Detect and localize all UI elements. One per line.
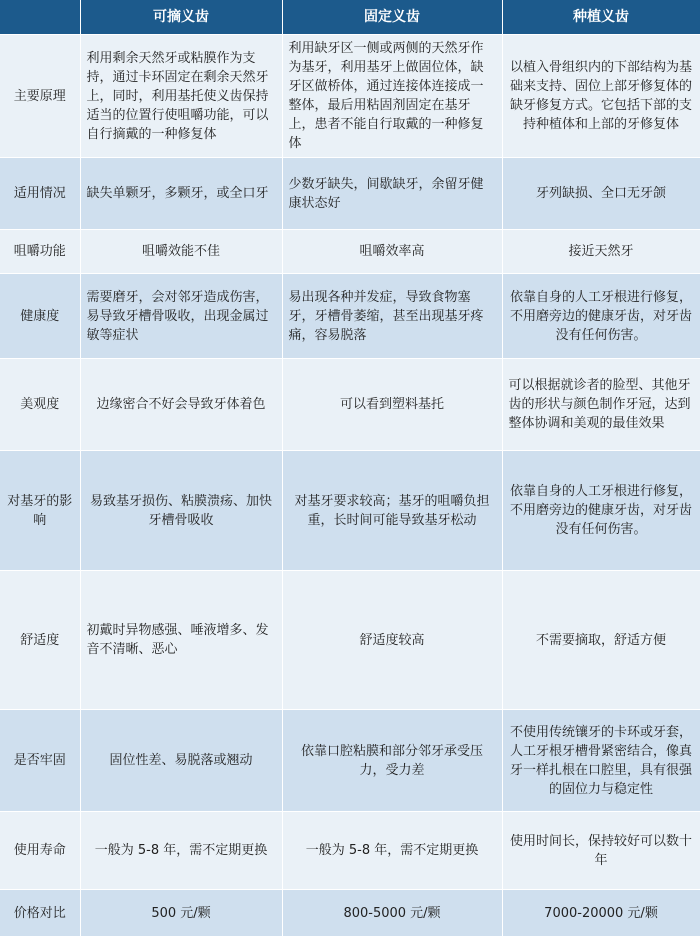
table-row — [0, 230, 700, 274]
row-label: 适用情况 — [0, 158, 80, 230]
row-label: 咀嚼功能 — [0, 230, 80, 274]
table-cell: 咀嚼效能不佳 — [80, 230, 282, 274]
row-label: 价格对比 — [0, 890, 80, 937]
row-label: 美观度 — [0, 359, 80, 451]
table-cell: 500 元/颗 — [80, 890, 282, 937]
row-label: 主要原理 — [0, 35, 80, 158]
table-cell: 不使用传统镶牙的卡环或牙套，人工牙根牙槽骨紧密结合，像真牙一样扎根在口腔里，具有很强的固位力与稳定性 — [502, 710, 700, 812]
table-cell: 固位性差、易脱落或翘动 — [80, 710, 282, 812]
table-cell: 以植入骨组织内的下部结构为基础来支持、固位上部牙修复体的缺牙修复方式。它包括下部的支持种植体和上部的牙修复体 — [502, 35, 700, 158]
table-cell: 易致基牙损伤、粘膜溃疡、加快牙槽骨吸收 — [80, 451, 282, 571]
table-cell: 依靠自身的人工牙根进行修复，不用磨旁边的健康牙齿，对牙齿没有任何伤害。 — [502, 274, 700, 359]
table-cell: 依靠自身的人工牙根进行修复，不用磨旁边的健康牙齿，对牙齿没有任何伤害。 — [502, 451, 700, 571]
table-cell: 需要磨牙，会对邻牙造成伤害，易导致牙槽骨吸收，出现金属过敏等症状 — [80, 274, 282, 359]
table-row — [0, 35, 700, 158]
table-cell: 依靠口腔粘膜和部分邻牙承受压力，受力差 — [282, 710, 502, 812]
table-cell: 一般为 5-8 年，需不定期更换 — [282, 812, 502, 890]
header-implant-denture: 种植义齿 — [502, 0, 700, 35]
row-label: 健康度 — [0, 274, 80, 359]
table-cell: 初戴时异物感强、唾液增多、发音不清晰、恶心 — [80, 571, 282, 710]
table-cell: 7000-20000 元/颗 — [502, 890, 700, 937]
table-cell: 利用缺牙区一侧或两侧的天然牙作为基牙，利用基牙上做固位体，缺牙区做桥体，通过连接体连接成一整体，最后用粘固剂固定在基牙上，患者不能自行取戴的一种修复体 — [282, 35, 502, 158]
row-label: 对基牙的影响 — [0, 451, 80, 571]
table-row — [0, 451, 700, 571]
table-cell: 边缘密合不好会导致牙体着色 — [80, 359, 282, 451]
table-cell: 一般为 5-8 年，需不定期更换 — [80, 812, 282, 890]
header-removable-denture: 可摘义齿 — [80, 0, 282, 35]
header-fixed-denture: 固定义齿 — [282, 0, 502, 35]
header-corner — [0, 0, 80, 35]
table-row — [0, 812, 700, 890]
table-cell: 牙列缺损、全口无牙颌 — [502, 158, 700, 230]
row-label: 是否牢固 — [0, 710, 80, 812]
table-row — [0, 710, 700, 812]
table-cell: 不需要摘取，舒适方便 — [502, 571, 700, 710]
table-row — [0, 274, 700, 359]
table-row — [0, 158, 700, 230]
table-cell: 少数牙缺失，间歇缺牙，余留牙健康状态好 — [282, 158, 502, 230]
table-cell: 舒适度较高 — [282, 571, 502, 710]
table-cell: 缺失单颗牙，多颗牙，或全口牙 — [80, 158, 282, 230]
table-row — [0, 359, 700, 451]
table-header-row — [0, 0, 700, 35]
table-cell: 易出现各种并发症，导致食物塞牙，牙槽骨萎缩，甚至出现基牙疼痛，容易脱落 — [282, 274, 502, 359]
row-label: 舒适度 — [0, 571, 80, 710]
table-cell: 利用剩余天然牙或粘膜作为支持，通过卡环固定在剩余天然牙上，同时，利用基托使义齿保持适当的位置行使咀嚼功能，可以自行摘戴的一种修复体 — [80, 35, 282, 158]
row-label: 使用寿命 — [0, 812, 80, 890]
table-cell: 可以看到塑料基托 — [282, 359, 502, 451]
table-cell: 咀嚼效率高 — [282, 230, 502, 274]
table-cell: 800-5000 元/颗 — [282, 890, 502, 937]
table-cell: 接近天然牙 — [502, 230, 700, 274]
table-row — [0, 890, 700, 937]
table-row — [0, 571, 700, 710]
table-cell: 对基牙要求较高；基牙的咀嚼负担重，长时间可能导致基牙松动 — [282, 451, 502, 571]
table-cell: 使用时间长，保持较好可以数十年 — [502, 812, 700, 890]
table-cell: 可以根据就诊者的脸型、其他牙齿的形状与颜色制作牙冠，达到整体协调和美观的最佳效果 — [502, 359, 700, 451]
